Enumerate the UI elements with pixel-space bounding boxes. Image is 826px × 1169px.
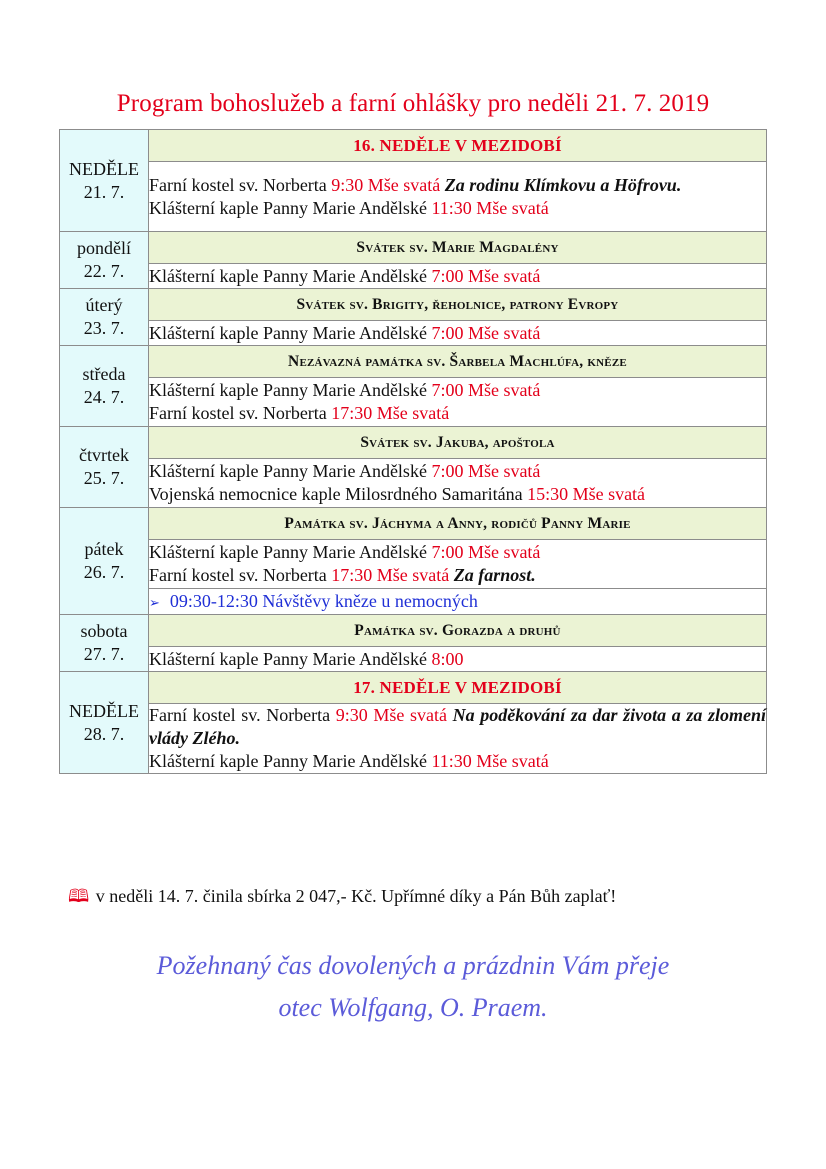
mass-list <box>149 162 767 232</box>
mass-line <box>149 541 766 564</box>
blessing-line-1: Požehnaný čas dovolených a prázdnin Vám přeje <box>156 951 670 980</box>
mass-time: 11:30 Mše svatá <box>431 751 549 771</box>
mass-intention: Za rodinu Klímkovu a Höfrovu. <box>444 174 682 195</box>
day-date: 28. 7. <box>83 723 125 744</box>
table-row <box>60 162 767 232</box>
table-row <box>60 508 767 540</box>
mass-place: Farní kostel sv. Norberta <box>149 705 331 725</box>
table-row <box>60 289 767 321</box>
mass-time: 17:30 Mše svatá <box>331 403 450 423</box>
day-cell <box>60 508 149 615</box>
mass-time: 7:00 Mše svatá <box>431 380 541 400</box>
table-row <box>60 647 767 672</box>
feast-title: Nezávazná památka sv. Šarbela Machlúfa, kněze <box>149 346 767 378</box>
day-name: středa <box>82 364 126 384</box>
mass-line <box>149 174 766 197</box>
mass-place: Klášterní kaple Panny Marie Andělské <box>149 265 427 286</box>
mass-time: 9:30 Mše svatá <box>331 174 441 195</box>
table-row <box>60 704 767 774</box>
mass-place: Klášterní kaple Panny Marie Andělské <box>149 380 427 400</box>
mass-list <box>149 540 767 589</box>
feast-title: Svátek sv. Jakuba, apoštola <box>149 427 767 459</box>
table-row <box>60 615 767 647</box>
day-cell <box>60 615 149 672</box>
mass-place: Klášterní kaple Panny Marie Andělské <box>149 322 427 343</box>
mass-time: 17:30 Mše svatá <box>331 565 450 585</box>
mass-intention: Za farnost. <box>453 565 536 585</box>
day-name: pátek <box>84 539 124 559</box>
day-date: 22. 7. <box>83 261 125 281</box>
mass-place: Klášterní kaple Panny Marie Andělské <box>149 542 427 562</box>
day-cell <box>60 427 149 508</box>
mass-place: Farní kostel sv. Norberta <box>149 565 327 585</box>
mass-line <box>149 750 766 773</box>
feast-title: Svátek sv. Brigity, řeholnice, patrony Evropy <box>149 289 767 321</box>
announcement <box>149 589 767 615</box>
day-name: sobota <box>80 621 128 641</box>
mass-time: 8:00 <box>431 648 464 669</box>
mass-line <box>149 197 766 220</box>
mass-intention: Na poděkování za dar života a za zlomení vlády Zlého. <box>149 705 767 748</box>
day-date: 23. 7. <box>83 318 125 338</box>
day-cell <box>60 672 149 774</box>
arrow-bullet-icon: ➢ <box>149 594 160 610</box>
day-cell <box>60 346 149 427</box>
mass-line <box>149 564 766 587</box>
table-row <box>60 346 767 378</box>
day-name: pondělí <box>77 238 131 258</box>
table-row <box>60 589 767 615</box>
day-name: úterý <box>85 295 123 315</box>
mass-place: Vojenská nemocnice kaple Milosrdného Samaritána <box>149 484 523 504</box>
day-name: NEDĚLE <box>69 158 139 179</box>
mass-place: Klášterní kaple Panny Marie Andělské <box>149 461 427 481</box>
mass-list <box>149 647 767 672</box>
mass-list <box>149 378 767 427</box>
page-title: Program bohoslužeb a farní ohlášky pro neděli 21. 7. 2019 <box>116 90 710 117</box>
mass-line <box>149 402 766 425</box>
day-name: NEDĚLE <box>69 700 139 721</box>
table-row <box>60 427 767 459</box>
table-row <box>60 321 767 346</box>
mass-line <box>149 648 766 671</box>
table-row <box>60 378 767 427</box>
table-row <box>60 130 767 162</box>
mass-line <box>149 704 766 750</box>
feast-title: Památka sv. Jáchyma a Anny, rodičů Panny Marie <box>149 508 767 540</box>
mass-place: Farní kostel sv. Norberta <box>149 403 327 423</box>
table-row <box>60 264 767 289</box>
table-row <box>60 540 767 589</box>
feast-title: Památka sv. Gorazda a druhů <box>149 615 767 647</box>
mass-time: 7:00 Mše svatá <box>431 461 541 481</box>
day-date: 21. 7. <box>83 181 125 202</box>
day-date: 25. 7. <box>83 468 125 488</box>
day-date: 26. 7. <box>83 562 125 582</box>
day-cell <box>60 289 149 346</box>
mass-list <box>149 704 767 774</box>
mass-list <box>149 264 767 289</box>
table-row <box>60 672 767 704</box>
day-cell <box>60 130 149 232</box>
mass-place: Klášterní kaple Panny Marie Andělské <box>149 648 427 669</box>
book-icon: 🕮 <box>68 886 90 906</box>
mass-line <box>149 460 766 483</box>
mass-list <box>149 321 767 346</box>
mass-line <box>149 379 766 402</box>
mass-line <box>149 322 766 345</box>
mass-place: Klášterní kaple Panny Marie Andělské <box>149 197 427 218</box>
mass-time: 7:00 Mše svatá <box>431 542 541 562</box>
mass-place: Klášterní kaple Panny Marie Andělské <box>149 751 427 771</box>
feast-title: Svátek sv. Marie Magdalény <box>149 232 767 264</box>
schedule-table <box>59 129 767 774</box>
feast-title: 17. NEDĚLE V MEZIDOBÍ <box>149 672 767 704</box>
mass-time: 15:30 Mše svatá <box>527 484 646 504</box>
collection-text: v neděli 14. 7. činila sbírka 2 047,- Kč. Upřímné díky a Pán Bůh zaplať! <box>95 886 617 906</box>
day-name: čtvrtek <box>79 445 129 465</box>
mass-list <box>149 459 767 508</box>
table-row <box>60 232 767 264</box>
mass-time: 7:00 Mše svatá <box>431 265 541 286</box>
table-row <box>60 459 767 508</box>
collection-note <box>68 884 616 914</box>
mass-line <box>149 265 766 288</box>
feast-title: 16. NEDĚLE V MEZIDOBÍ <box>149 130 767 162</box>
mass-line <box>149 483 766 506</box>
blessing-line-2: otec Wolfgang, O. Praem. <box>278 993 548 1022</box>
announcement-text: 09:30-12:30 Návštěvy kněze u nemocných <box>169 590 478 611</box>
mass-time: 11:30 Mše svatá <box>431 197 549 218</box>
day-cell <box>60 232 149 289</box>
mass-time: 7:00 Mše svatá <box>431 322 541 343</box>
day-date: 24. 7. <box>83 387 125 407</box>
day-date: 27. 7. <box>83 644 125 664</box>
mass-time: 9:30 Mše svatá <box>335 705 448 725</box>
mass-place: Farní kostel sv. Norberta <box>149 174 327 195</box>
